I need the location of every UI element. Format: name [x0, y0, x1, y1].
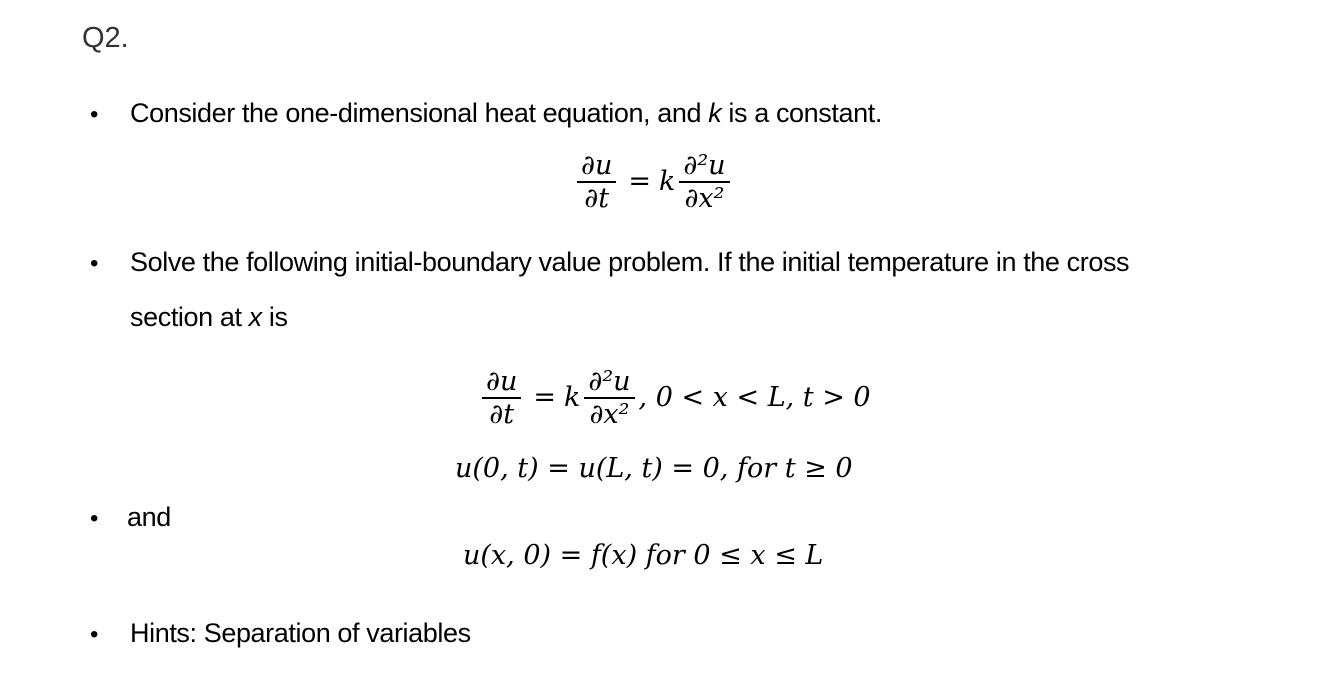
- eq1-lhs-fraction: [577, 150, 616, 214]
- eq2-equals: =: [533, 382, 556, 414]
- item-2-after: is: [261, 302, 288, 332]
- bullet-3: •: [90, 505, 99, 532]
- item-1-after: is a constant.: [721, 98, 882, 128]
- eq2-condition: , 0 < x < L, t > 0: [638, 382, 871, 414]
- eq1-equals: =: [628, 166, 651, 198]
- heat-equation: [573, 150, 734, 214]
- initial-condition: u(x, 0) = f(x) for 0 ≤ x ≤ L: [463, 540, 824, 571]
- eq1-coef: k: [658, 166, 676, 198]
- item-3-text: and: [127, 502, 171, 532]
- pde-equation: [478, 366, 871, 430]
- eq1-rhs-num: ∂²u: [683, 150, 726, 181]
- eq2-lhs-den: ∂t: [489, 398, 515, 430]
- item-1-before: Consider the one-dimensional heat equation, and: [130, 98, 709, 128]
- item-4-text: Hints: Separation of variables: [130, 618, 471, 648]
- eq2-rhs-den: ∂x²: [589, 398, 630, 430]
- eq2-coef: k: [563, 382, 581, 414]
- eq2-rhs-fraction: [584, 366, 634, 430]
- item-1-var: k: [708, 98, 722, 128]
- item-2-line-2: [130, 302, 288, 333]
- bullet-2: •: [90, 250, 99, 277]
- eq1-rhs-fraction: [679, 150, 729, 214]
- eq2-lhs-fraction: [482, 366, 521, 430]
- item-2-var: x: [248, 302, 262, 332]
- boundary-condition: u(0, t) = u(L, t) = 0, for t ≥ 0: [455, 453, 853, 484]
- bullet-1: •: [90, 101, 99, 128]
- eq1-lhs-den: ∂t: [584, 182, 610, 214]
- item-2-line-1: Solve the following initial-boundary value problem. If the initial temperature in the cross: [130, 247, 1130, 277]
- eq2-lhs-num: ∂u: [486, 366, 518, 397]
- item-1-text: [130, 98, 882, 129]
- eq2-rhs-num: ∂²u: [588, 366, 631, 397]
- question-label: Q2.: [82, 22, 129, 54]
- eq1-lhs-num: ∂u: [581, 150, 613, 181]
- bullet-4: •: [90, 621, 99, 648]
- eq1-rhs-den: ∂x²: [684, 182, 725, 214]
- item-2-before: section at: [130, 302, 249, 332]
